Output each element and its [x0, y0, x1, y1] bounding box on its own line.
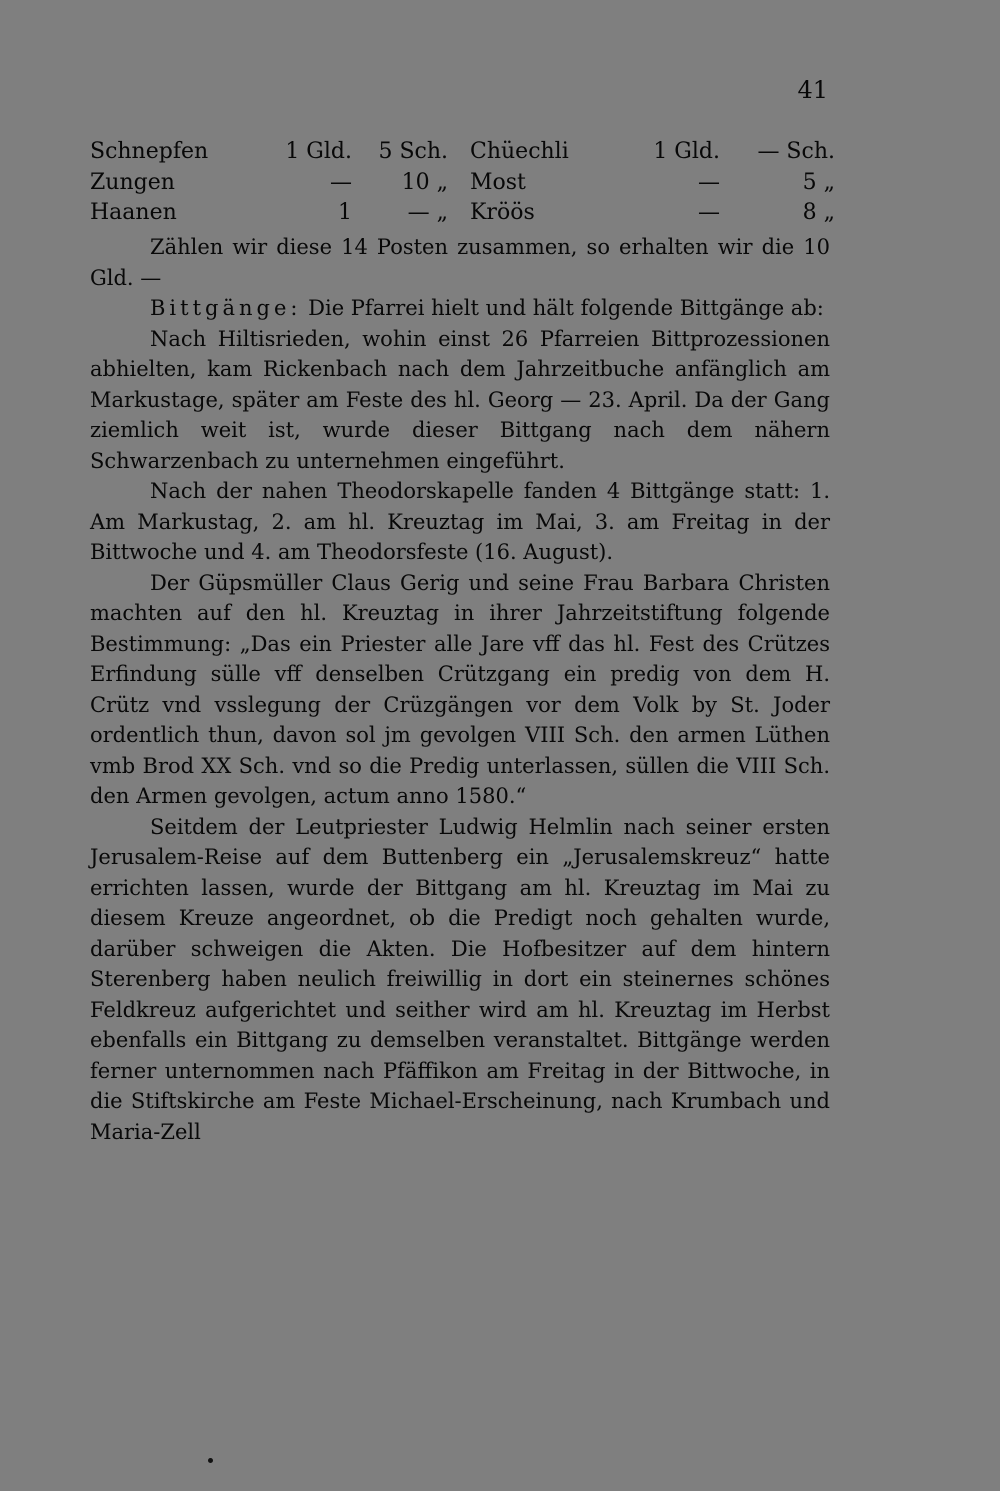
print-speck	[208, 1458, 213, 1463]
price-row	[90, 198, 835, 229]
section-heading-bittgaenge: Bittgänge:	[150, 296, 302, 320]
price-schilling: 8 „	[802, 200, 835, 225]
price-row	[90, 137, 835, 168]
price-schilling: — „	[407, 200, 448, 225]
price-schilling: 5 Sch.	[378, 139, 448, 164]
body-text	[90, 232, 830, 1147]
paragraph-bittgaenge	[90, 293, 830, 324]
price-item: Most	[470, 169, 526, 195]
paragraph-hiltisrieden: Nach Hiltisrieden, wohin einst 26 Pfarreien Bittprozessionen abhielten, kam Rickenbach nach dem Jahrzeitbuche anfänglich am Markustage, später am Feste des hl. Georg — 23. April. Da der Gang ziemlich weit ist, wurde dieser Bittgang nach dem nähern Schwarzenbach zu unternehmen eingeführt.	[90, 326, 830, 473]
price-gulden: 1	[338, 200, 352, 225]
price-gulden: 1 Gld.	[285, 139, 352, 164]
page-number: 41	[797, 76, 828, 104]
price-item: Kröös	[470, 200, 535, 225]
price-item: Haanen	[90, 200, 177, 225]
price-schilling: 5 „	[802, 169, 835, 195]
price-item: Schnepfen	[90, 139, 209, 164]
price-item: Zungen	[90, 169, 175, 195]
price-item: Chüechli	[470, 139, 569, 164]
price-gulden: 1 Gld.	[653, 139, 720, 164]
paragraph-sum: Zählen wir diese 14 Posten zusammen, so erhalten wir die 10 Gld. —	[90, 235, 830, 290]
price-row	[90, 168, 835, 199]
paragraph-bittgaenge-text: Die Pfarrei hielt und hält folgende Bittgänge ab:	[301, 296, 824, 320]
price-schilling: 10 „	[401, 169, 448, 195]
price-gulden: —	[330, 169, 352, 195]
price-table	[90, 137, 835, 229]
price-gulden: —	[698, 200, 720, 225]
paragraph-helmlin: Seitdem der Leutpriester Ludwig Helmlin nach seiner ersten Jerusalem-Reise auf dem Buttenberg ein „Jerusalemskreuz“ hatte errichten lassen, wurde der Bittgang am hl. Kreuztag im Mai zu diesem Kreuze angeordnet, ob die Predigt noch gehalten wurde, darüber schweigen die Akten. Die Hofbesitzer auf dem hintern Sterenberg haben neulich freiwillig in dort ein steinernes schönes Feldkreuz aufgerichtet und seither wird am hl. Kreuztag im Herbst ebenfalls ein Bittgang zu demselben veranstaltet. Bittgänge werden ferner unternommen nach Pfäffikon am Freitag in der Bittwoche, in die Stiftskirche am Feste Michael-Erscheinung, nach Krumbach und Maria-Zell	[90, 814, 830, 1144]
price-schilling: — Sch.	[757, 139, 835, 164]
price-gulden: —	[698, 169, 720, 195]
paragraph-theodorskapelle: Nach der nahen Theodorskapelle fanden 4 Bittgänge statt: 1. Am Markustag, 2. am hl. Kreuztag im Mai, 3. am Freitag in der Bittwoche und 4. am Theodorsfeste (16. August).	[90, 479, 830, 564]
paragraph-gerig-stiftung: Der Güpsmüller Claus Gerig und seine Frau Barbara Christen machten auf den hl. Kreuztag in ihrer Jahrzeitstiftung folgende Bestimmung: „Das ein Priester alle Jare vff das hl. Fest des Crützes Erfindung sülle vff denselben Crützgang ein predig von dem H. Crütz vnd vsslegung der Crüzgängen vor dem Volk by St. Joder ordentlich thun, davon sol jm gevolgen VIII Sch. den armen Lüthen vmb Brod XX Sch. vnd so die Predig unterlassen, süllen die VIII Sch. den Armen gevolgen, actum anno 1580.“	[90, 570, 830, 808]
